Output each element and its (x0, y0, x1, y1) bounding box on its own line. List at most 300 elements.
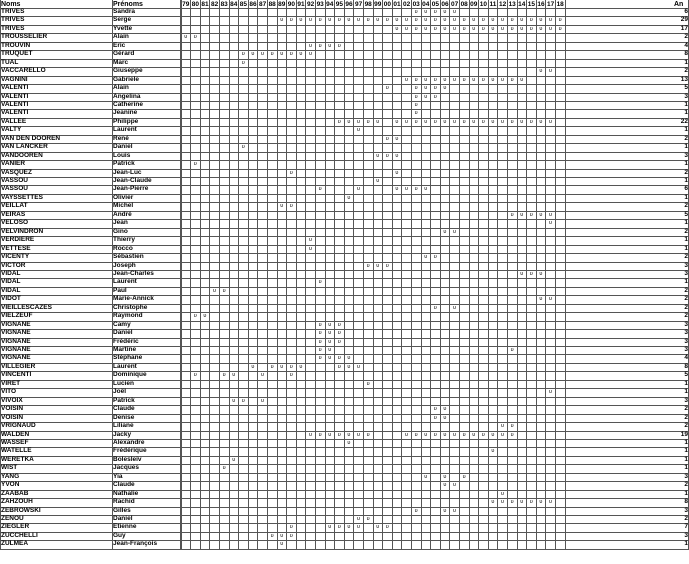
row-mark: υ (404, 76, 408, 83)
row-mark: υ (558, 25, 562, 32)
row-mark: υ (510, 211, 514, 218)
row-mark: υ (443, 482, 447, 489)
row-total: 1 (684, 236, 688, 244)
row-mark: υ (308, 245, 312, 252)
row-mark: υ (433, 17, 437, 24)
row-total: 2 (684, 33, 688, 41)
row-mark: υ (424, 473, 428, 480)
row-prenom: Yvette (113, 24, 133, 32)
row-mark: υ (299, 363, 303, 370)
col-line (181, 0, 182, 549)
row-mark: υ (433, 25, 437, 32)
row-mark: υ (548, 211, 552, 218)
row-prenom: Jean (113, 219, 128, 227)
row-mark: υ (510, 423, 514, 430)
row-mark: υ (385, 524, 389, 531)
header-year: 89 (278, 1, 286, 8)
row-nom: VAGNINI (1, 75, 28, 83)
row-mark: υ (328, 17, 332, 24)
col-line (440, 0, 441, 549)
row-total: 1 (684, 100, 688, 108)
row-mark: υ (385, 262, 389, 269)
row-nom: VALENTI (1, 84, 29, 92)
row-mark: υ (270, 51, 274, 58)
row-mark: υ (452, 228, 456, 235)
row-total: 2 (684, 227, 688, 235)
row-nom: VERDIERE (1, 236, 35, 244)
row-mark: υ (548, 118, 552, 125)
row-nom: VIRET (1, 379, 21, 387)
header-year: 12 (498, 1, 507, 8)
row-mark: υ (548, 25, 552, 32)
row-prenom: Jeanine (113, 109, 138, 117)
header-year: 17 (546, 1, 555, 8)
row-prenom: Jacky (113, 430, 132, 438)
row-mark: υ (251, 363, 255, 370)
row-prenom: Guy (113, 531, 126, 539)
row-mark: υ (347, 355, 351, 362)
col-line (248, 0, 249, 549)
row-mark: υ (289, 372, 293, 379)
row-mark: υ (500, 490, 504, 497)
row-mark: υ (424, 254, 428, 261)
row-mark: υ (433, 85, 437, 92)
row-mark: υ (500, 499, 504, 506)
row-mark: υ (241, 397, 245, 404)
row-prenom: Alexandre (113, 438, 145, 446)
row-prenom: Laurent (113, 126, 137, 134)
row-nom: TRUQUET (1, 50, 33, 58)
row-mark: υ (520, 270, 524, 277)
row-mark: υ (347, 194, 351, 201)
header-year: 95 (335, 1, 343, 8)
row-line (0, 549, 689, 550)
row-mark: υ (433, 304, 437, 311)
row-prenom: Dominique (113, 371, 147, 379)
header-year: 01 (393, 1, 401, 8)
row-total: 2 (684, 481, 688, 489)
row-mark: υ (356, 363, 360, 370)
row-mark: υ (424, 186, 428, 193)
row-mark: υ (520, 118, 524, 125)
row-prenom: Sandra (113, 8, 136, 15)
row-mark: υ (318, 338, 322, 345)
row-mark: υ (481, 76, 485, 83)
row-nom: VELOSO (1, 219, 29, 227)
row-prenom: Raymond (113, 312, 143, 320)
header-year: 04 (422, 1, 430, 8)
row-mark: υ (356, 127, 360, 134)
row-prenom: Gérard (113, 50, 135, 58)
row-mark: υ (452, 9, 456, 15)
row-total: 3 (684, 329, 688, 337)
header-year: 05 (431, 1, 439, 8)
row-mark: υ (472, 25, 476, 32)
row-prenom: Catherine (113, 100, 143, 108)
row-mark: υ (548, 220, 552, 227)
row-mark: υ (548, 17, 552, 24)
row-mark: υ (337, 363, 341, 370)
row-mark: υ (337, 17, 341, 24)
row-prenom: Claude (113, 481, 135, 489)
col-line (565, 0, 566, 549)
row-mark: υ (520, 25, 524, 32)
row-mark: υ (462, 76, 466, 83)
row-mark: υ (404, 186, 408, 193)
row-total: 2 (684, 168, 688, 176)
row-total: 3 (684, 337, 688, 345)
row-mark: υ (232, 397, 236, 404)
row-mark: υ (395, 152, 399, 159)
row-mark: υ (414, 25, 418, 32)
row-mark: υ (356, 186, 360, 193)
row-mark: υ (356, 17, 360, 24)
row-total: 2 (684, 286, 688, 294)
row-total: 8 (684, 50, 688, 58)
row-nom: VITO (1, 388, 17, 396)
row-total: 1 (684, 540, 688, 548)
row-total: 1 (684, 177, 688, 184)
row-nom: VOISIN (1, 405, 24, 413)
row-mark: υ (395, 169, 399, 176)
row-total: 1 (684, 489, 688, 497)
row-mark: υ (337, 118, 341, 125)
row-mark: υ (318, 321, 322, 328)
row-total: 1 (684, 438, 688, 446)
row-mark: υ (308, 17, 312, 24)
row-total: 2 (684, 202, 688, 210)
col-line (526, 0, 527, 549)
row-mark: υ (433, 9, 437, 15)
row-mark: υ (443, 85, 447, 92)
row-mark: υ (328, 355, 332, 362)
row-nom: VICTOR (1, 261, 26, 269)
row-mark: υ (520, 17, 524, 24)
row-prenom: Michel (113, 202, 134, 210)
row-mark: υ (328, 347, 332, 353)
row-mark: υ (328, 431, 332, 438)
row-total: 3 (684, 92, 688, 100)
row-mark: υ (395, 17, 399, 24)
header-year: 92 (306, 1, 315, 8)
col-line (277, 0, 278, 549)
row-mark: υ (443, 473, 447, 480)
row-mark: υ (529, 270, 533, 277)
row-prenom: Sébastien (113, 253, 144, 261)
row-mark: υ (529, 25, 533, 32)
row-total: 2 (684, 413, 688, 421)
row-mark: υ (193, 34, 197, 41)
col-line (325, 0, 326, 549)
row-nom: VANDOOREN (1, 151, 43, 159)
row-mark: υ (452, 482, 456, 489)
header-prenoms: Prénoms (113, 1, 143, 8)
row-total: 1 (684, 379, 688, 387)
row-mark: υ (414, 118, 418, 125)
row-mark: υ (337, 431, 341, 438)
row-mark: υ (472, 118, 476, 125)
row-total: 1 (684, 455, 688, 463)
col-line (112, 0, 113, 549)
row-mark: υ (510, 347, 514, 353)
row-mark: υ (491, 118, 495, 125)
row-mark: υ (500, 431, 504, 438)
row-mark: υ (328, 330, 332, 337)
row-nom: VALENTI (1, 109, 29, 117)
row-mark: υ (424, 9, 428, 15)
header-year: 11 (489, 1, 497, 8)
row-mark: υ (462, 17, 466, 24)
row-mark: υ (414, 85, 418, 92)
row-mark: υ (347, 439, 351, 446)
row-mark: υ (347, 118, 351, 125)
row-mark: υ (337, 338, 341, 345)
row-nom: VIDAL (1, 278, 21, 286)
row-total: 3 (684, 346, 688, 353)
header-year: 03 (412, 1, 420, 8)
row-prenom: Louis (113, 151, 131, 159)
row-nom: VILLEGIER (1, 362, 36, 370)
row-mark: υ (500, 118, 504, 125)
row-mark: υ (433, 406, 437, 413)
header-year: 06 (441, 1, 449, 8)
row-mark: υ (376, 178, 380, 184)
row-total: 2 (684, 134, 688, 142)
row-mark: υ (424, 25, 428, 32)
row-mark: υ (452, 118, 456, 125)
row-mark: υ (308, 431, 312, 438)
row-mark: υ (270, 363, 274, 370)
row-mark: υ (491, 76, 495, 83)
row-mark: υ (299, 17, 303, 24)
row-mark: υ (366, 516, 370, 522)
row-prenom: Claude (113, 405, 135, 413)
header-year: 16 (537, 1, 545, 8)
row-mark: υ (337, 524, 341, 531)
row-mark: υ (337, 330, 341, 337)
row-nom: ZIEGLER (1, 523, 30, 531)
row-mark: υ (280, 363, 284, 370)
col-line (555, 0, 556, 549)
row-total: 6 (684, 185, 688, 193)
row-mark: υ (337, 355, 341, 362)
row-prenom: Stéphane (113, 354, 143, 362)
row-mark: υ (452, 431, 456, 438)
row-prenom: Philippe (113, 117, 139, 125)
row-mark: υ (241, 144, 245, 151)
col-line (238, 0, 239, 549)
row-mark: υ (500, 76, 504, 83)
row-total: 1 (684, 447, 688, 455)
col-line (373, 0, 374, 549)
row-nom: VIGNANE (1, 337, 31, 345)
header-year: 87 (258, 1, 267, 8)
col-line (315, 0, 316, 549)
row-mark: υ (548, 499, 552, 506)
row-mark: υ (548, 296, 552, 303)
row-prenom: Daniel (113, 143, 133, 151)
header-year: 18 (556, 1, 564, 8)
row-mark: υ (539, 211, 543, 218)
header-year: 82 (210, 1, 219, 8)
row-mark: υ (548, 389, 552, 396)
header-year: 07 (450, 1, 459, 8)
row-mark: υ (424, 17, 428, 24)
header-year: 02 (402, 1, 411, 8)
row-total: 1 (684, 193, 688, 201)
row-mark: υ (289, 17, 293, 24)
row-mark: υ (462, 473, 466, 480)
row-mark: υ (337, 42, 341, 49)
header-year: 83 (220, 1, 228, 8)
row-mark: υ (289, 203, 293, 210)
row-prenom: Frédéric (113, 337, 139, 345)
row-mark: υ (318, 355, 322, 362)
row-mark: υ (308, 237, 312, 244)
row-prenom: Angelina (113, 92, 141, 100)
header-year: 88 (268, 1, 276, 8)
col-line (392, 0, 393, 549)
row-mark: υ (424, 431, 428, 438)
row-prenom: Jean-Pierre (113, 185, 149, 193)
row-mark: υ (414, 507, 418, 514)
col-line (421, 0, 422, 549)
header-year: 99 (374, 1, 382, 8)
col-line (507, 0, 508, 549)
header-year: 15 (527, 1, 535, 8)
row-nom: VRIGNAUD (1, 422, 36, 430)
col-line (286, 0, 287, 549)
row-mark: υ (529, 499, 533, 506)
row-total: 2 (684, 422, 688, 430)
header-total: An (674, 1, 684, 8)
row-total: 2 (684, 515, 688, 522)
row-mark: υ (328, 42, 332, 49)
row-mark: υ (356, 118, 360, 125)
col-line (469, 0, 470, 549)
row-nom: ZEBROWSKI (1, 506, 41, 514)
col-line (334, 0, 335, 549)
col-line (430, 0, 431, 549)
row-nom: VEIRAS (1, 210, 26, 218)
col-line (363, 0, 364, 549)
row-nom: VIDOT (1, 295, 21, 303)
row-mark: υ (539, 17, 543, 24)
col-line (459, 0, 460, 549)
row-mark: υ (414, 17, 418, 24)
row-nom: TRIVES (1, 8, 25, 15)
row-mark: υ (491, 17, 495, 24)
row-nom: WALDEN (1, 430, 30, 438)
row-mark: υ (433, 118, 437, 125)
row-prenom: Marie-Annick (113, 295, 154, 303)
row-nom: VIVOIX (1, 396, 23, 404)
row-prenom: Daniel (113, 515, 133, 522)
row-mark: υ (385, 85, 389, 92)
col-line (517, 0, 518, 549)
row-mark: υ (500, 17, 504, 24)
row-nom: VALENTI (1, 92, 29, 100)
row-mark: υ (184, 34, 188, 41)
col-line (257, 0, 258, 549)
row-prenom: Nathalie (113, 489, 139, 497)
row-nom: VAYSSETTES (1, 193, 43, 201)
col-line (382, 0, 383, 549)
row-mark: υ (520, 211, 524, 218)
row-prenom: Yia (113, 472, 123, 480)
row-prenom: Jean-François (113, 540, 158, 548)
row-prenom: Frédérique (113, 447, 147, 455)
row-total: 2 (684, 67, 688, 75)
header-year: 81 (201, 1, 209, 8)
header-year: 85 (239, 1, 247, 8)
col-line (305, 0, 306, 549)
row-mark: υ (404, 17, 408, 24)
row-total: 1 (684, 219, 688, 227)
row-prenom: Lucien (113, 379, 134, 387)
row-mark: υ (366, 380, 370, 387)
row-total: 1 (684, 244, 688, 252)
row-total: 13 (680, 75, 688, 83)
row-mark: υ (212, 287, 216, 294)
row-prenom: Rachid (113, 498, 135, 506)
row-nom: VETTESE (1, 244, 31, 252)
header-year: 86 (249, 1, 257, 8)
row-mark: υ (280, 203, 284, 210)
row-nom: VALTY (1, 126, 22, 134)
row-mark: υ (241, 59, 245, 66)
row-mark: υ (414, 93, 418, 100)
row-nom: VIGNANE (1, 320, 31, 328)
row-mark: υ (539, 499, 543, 506)
row-mark: υ (443, 406, 447, 413)
row-mark: υ (520, 499, 524, 506)
header-year: 94 (326, 1, 334, 8)
row-nom: TROUSSELIER (1, 33, 48, 41)
row-mark: υ (539, 118, 543, 125)
row-prenom: Bolesleiv (113, 455, 142, 463)
col-line (545, 0, 546, 549)
row-mark: υ (433, 414, 437, 421)
row-total: 1 (684, 58, 688, 66)
row-nom: VOISIN (1, 413, 24, 421)
row-nom: VAN LANCKER (1, 143, 48, 151)
row-mark: υ (385, 135, 389, 142)
header-year: 10 (479, 1, 487, 8)
row-prenom: Laurent (113, 278, 137, 286)
row-total: 4 (684, 41, 688, 49)
row-mark: υ (193, 161, 197, 168)
row-mark: υ (289, 524, 293, 531)
row-nom: VIDAL (1, 286, 21, 294)
row-nom: ZAHZOUH (1, 498, 33, 506)
row-mark: υ (376, 118, 380, 125)
row-nom: TRIVES (1, 16, 25, 24)
row-nom: ZUCCHELLI (1, 531, 38, 539)
header-year: 91 (297, 1, 305, 8)
row-total: 5 (684, 371, 688, 379)
row-mark: υ (414, 101, 418, 108)
row-prenom: Gino (113, 227, 128, 235)
row-total: 2 (684, 312, 688, 320)
row-mark: υ (376, 17, 380, 24)
row-prenom: Laurent (113, 362, 137, 370)
row-mark: υ (529, 211, 533, 218)
row-mark: υ (462, 118, 466, 125)
row-mark: υ (222, 372, 226, 379)
row-nom: VIGNANE (1, 329, 31, 337)
row-prenom: Eric (113, 41, 126, 49)
